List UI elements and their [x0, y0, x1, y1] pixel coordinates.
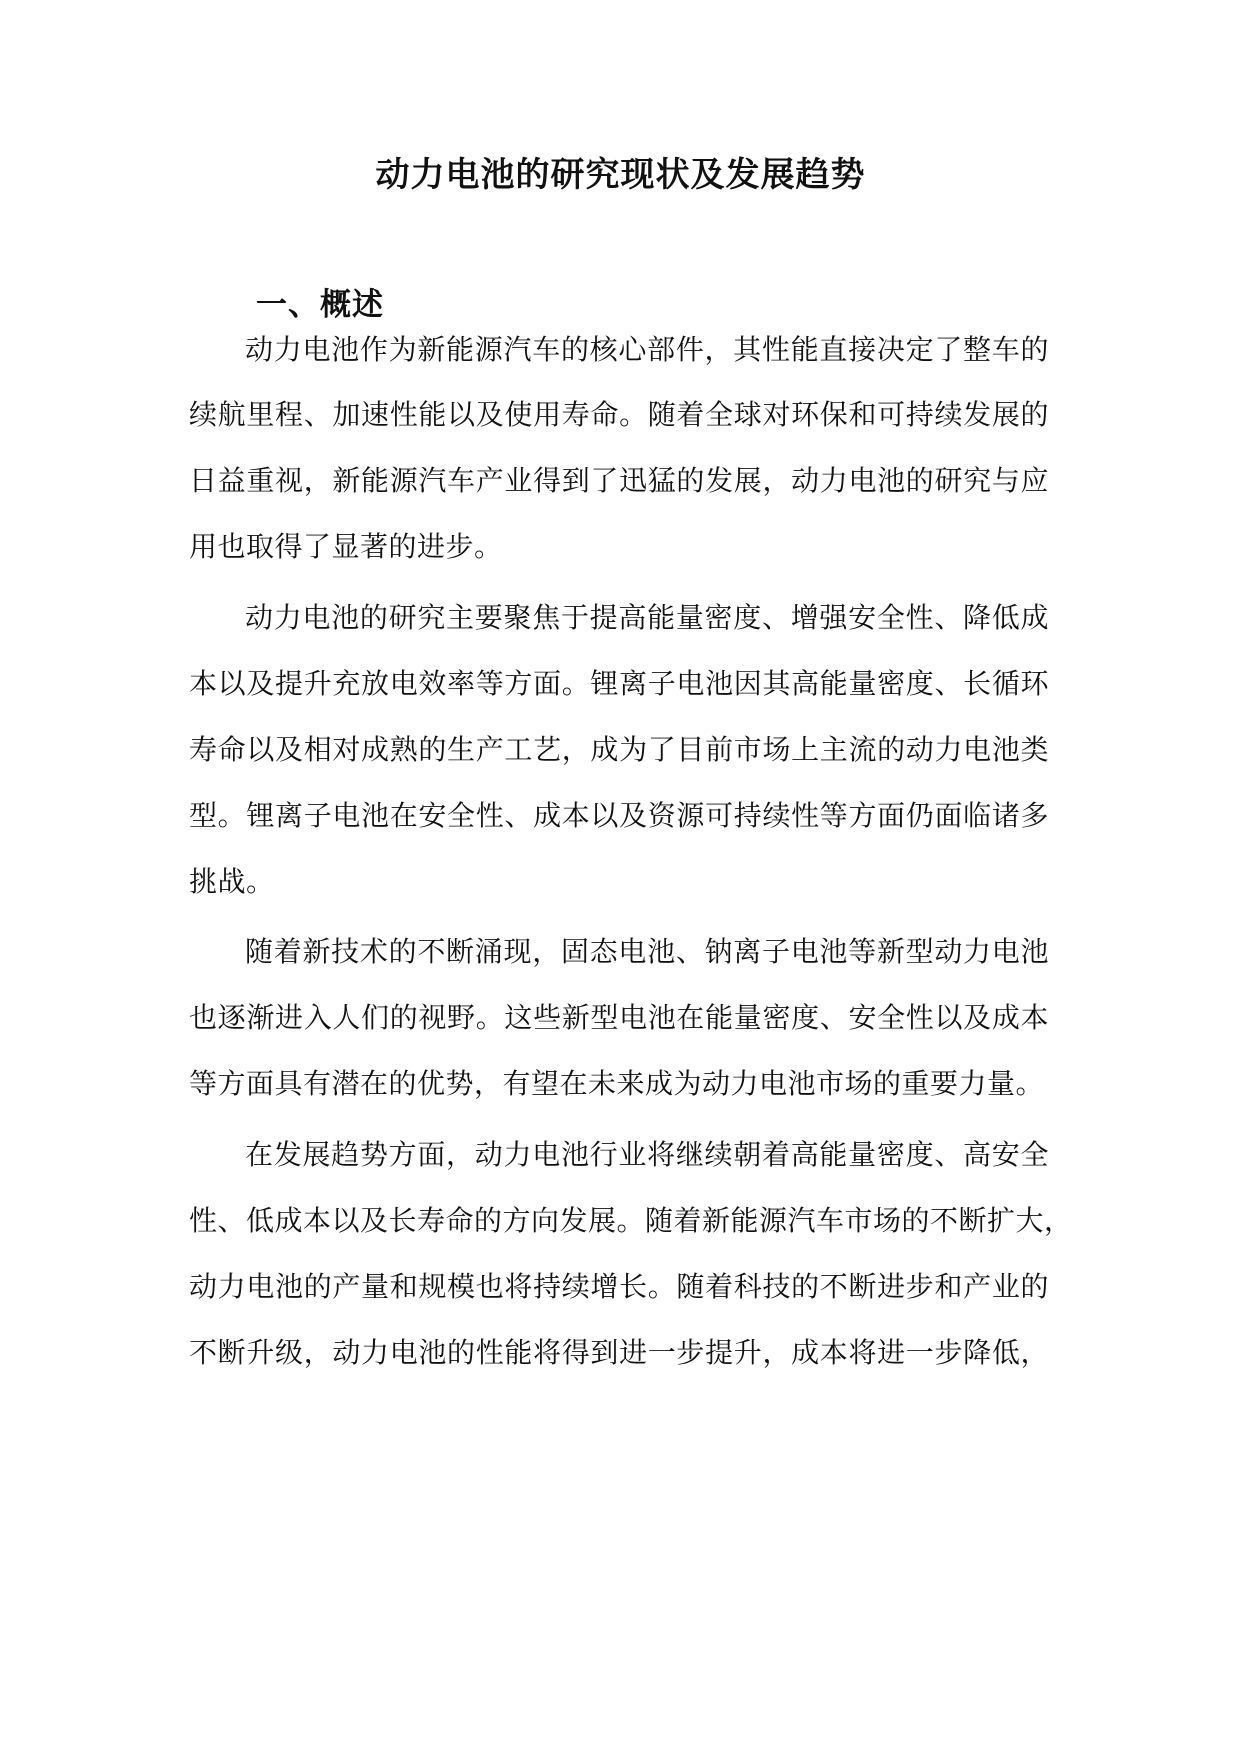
- paragraph-2-line-1: 动力电池的研究主要聚焦于提高能量密度、增强安全性、降低成: [245, 601, 1049, 634]
- paragraph-3-line-3: 等方面具有潜在的优势，有望在未来成为动力电池市场的重要力量。: [189, 1067, 1045, 1100]
- paragraph-2-line-5: 挑战。: [189, 865, 275, 898]
- paragraph-4-line-2: 性、低成本以及长寿命的方向发展。随着新能源汽车市场的不断扩大，: [189, 1204, 1073, 1237]
- paragraph-4-line-1: 在发展趋势方面，动力电池行业将继续朝着高能量密度、高安全: [245, 1138, 1049, 1171]
- paragraph-1-line-4: 用也取得了显著的进步。: [189, 530, 503, 563]
- paragraph-2-line-2: 本以及提升充放电效率等方面。锂离子电池因其高能量密度、长循环: [189, 667, 1049, 700]
- paragraph-2-line-4: 型。锂离子电池在安全性、成本以及资源可持续性等方面仍面临诸多: [189, 799, 1049, 832]
- paragraph-2-line-3: 寿命以及相对成熟的生产工艺，成为了目前市场上主流的动力电池类: [189, 733, 1049, 766]
- paragraph-1-line-1: 动力电池作为新能源汽车的核心部件，其性能直接决定了整车的: [245, 333, 1049, 366]
- document-title: 动力电池的研究现状及发展趋势: [375, 155, 866, 195]
- paragraph-1-line-3: 日益重视，新能源汽车产业得到了迅猛的发展，动力电池的研究与应: [189, 464, 1049, 497]
- paragraph-1-line-2: 续航里程、加速性能以及使用寿命。随着全球对环保和可持续发展的: [189, 398, 1049, 431]
- paragraph-4-line-4: 不断升级，动力电池的性能将得到进一步提升，成本将进一步降低，: [189, 1336, 1049, 1369]
- paragraph-3-line-2: 也逐渐进入人们的视野。这些新型电池在能量密度、安全性以及成本: [189, 1001, 1049, 1034]
- section-heading: 一、概述: [256, 287, 384, 323]
- paragraph-3-line-1: 随着新技术的不断涌现，固态电池、钠离子电池等新型动力电池: [245, 935, 1049, 968]
- paragraph-4-line-3: 动力电池的产量和规模也将持续增长。随着科技的不断进步和产业的: [189, 1270, 1049, 1303]
